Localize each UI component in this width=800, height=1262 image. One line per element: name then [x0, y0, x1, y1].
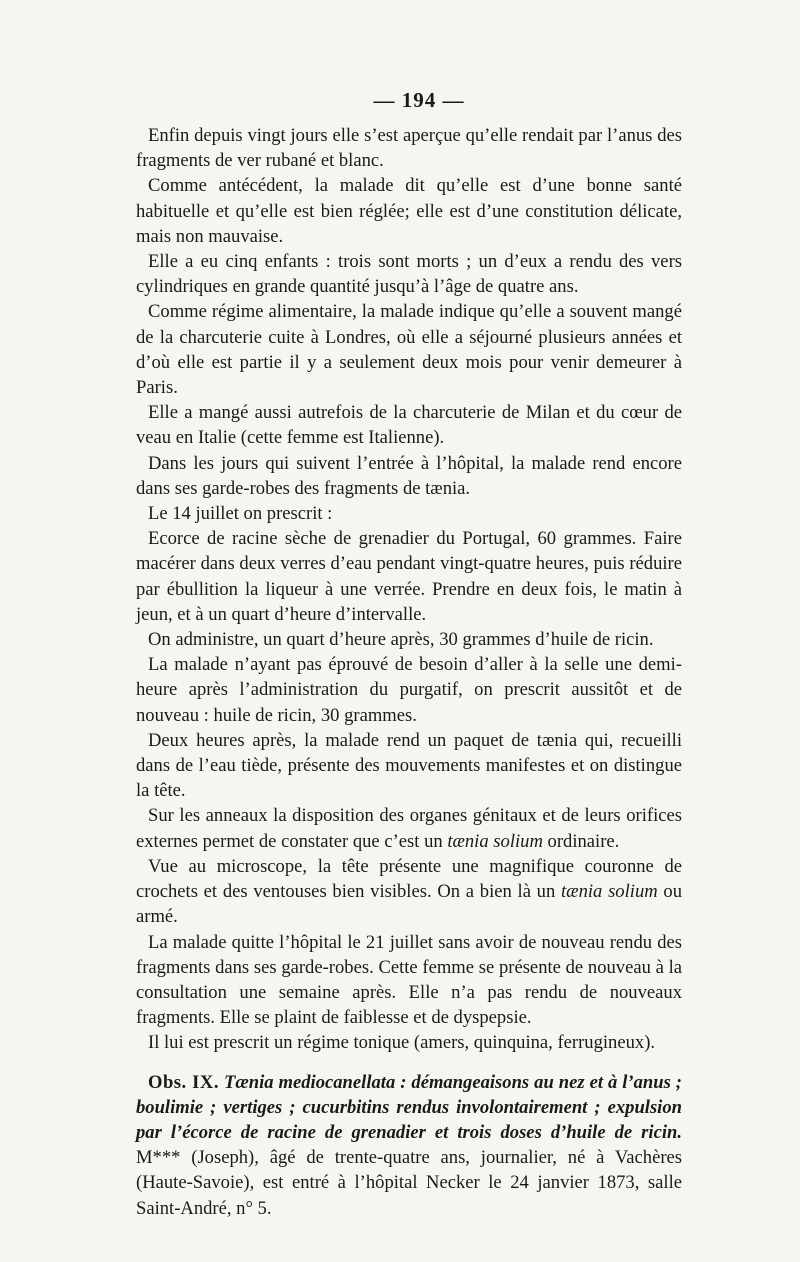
paragraph: Elle a eu cinq enfants : trois sont morts ; un d’eux a rendu des vers cylindriques en grande quantité jusqu’à l’âge de quatre ans.	[136, 251, 682, 298]
paragraph: Enfin depuis vingt jours elle s’est aperçue qu’elle rendait par l’anus des fragments de ver rubané et blanc.	[136, 125, 682, 172]
paragraph: Comme antécédent, la malade dit qu’elle est d’une bonne santé habituelle et qu’elle est bien réglée; elle est d’une constitution délicate, mais non mauvaise.	[136, 175, 682, 247]
observation-title: Tænia mediocanellata : démangeaisons au nez et à l’anus ; boulimie ; vertiges ; cucurbitins rendus involontairement ; expulsion par l’écorce de racine de grenadier et trois doses d’huile de ricin.	[136, 1071, 682, 1143]
paragraph: Il lui est prescrit un régime tonique (amers, quinquina, ferrugineux).	[148, 1032, 656, 1054]
paragraph: La malade n’ayant pas éprouvé de besoin d’aller à la selle une demi-heure après l’administration du purgatif, on prescrit aussitôt et de nouveau : huile de ricin, 30 grammes.	[136, 654, 682, 726]
species-name: tænia solium	[447, 830, 543, 852]
paragraph: La malade quitte l’hôpital le 21 juillet sans avoir de nouveau rendu des fragments dans ses garde-robes. Cette femme se présente de nouveau à la consultation une semaine après. Elle n’a pas rendu de nouveaux fragments. Elle se plaint de faiblesse et de dyspepsie.	[136, 931, 682, 1029]
paragraph	[136, 803, 682, 853]
paragraph-text: Sur les anneaux la disposition des organes génitaux et de leurs orifices externes permet de constater que c’est un	[136, 805, 682, 852]
paragraph-text: Vue au microscope, la tête présente une magnifique couronne de crochets et des ventouses bien visibles. On a bien là un	[136, 855, 682, 903]
paragraph: Comme régime alimentaire, la malade indique qu’elle a souvent mangé de la charcuterie cuite à Londres, où elle a séjourné plusieurs années et d’où elle est partie il y a seulement deux mois pour venir demeurer à Paris.	[136, 301, 682, 399]
observation-paragraph	[136, 1070, 682, 1221]
paragraph: Dans les jours qui suivent l’entrée à l’hôpital, la malade rend encore dans ses garde-robes des fragments de tænia.	[136, 452, 682, 499]
paragraph-text: ou armé.	[136, 881, 682, 928]
paragraph: Le 14 juillet on prescrit :	[148, 503, 333, 525]
paragraph: On administre, un quart d’heure après, 30 grammes d’huile de ricin.	[148, 629, 654, 651]
observation-label: Obs. IX.	[148, 1071, 219, 1093]
observation-text: M*** (Joseph), âgé de trente-quatre ans, journalier, né à Vachères (Haute-Savoie), est entré à l’hôpital Necker le 24 janvier 1873, salle Saint-André, n° 5.	[136, 1147, 682, 1219]
page-number: — 194 —	[373, 88, 465, 112]
paragraph	[136, 854, 682, 930]
prescription-paragraph: Ecorce de racine sèche de grenadier du Portugal, 60 grammes. Faire macérer dans deux verres d’eau pendant vingt-quatre heures, puis réduire par ébullition la liqueur à une verrée. Prendre en deux fois, le matin à jeun, et à un quart d’heure d’intervalle.	[136, 528, 682, 625]
paragraph: Deux heures après, la malade rend un paquet de tænia qui, recueilli dans de l’eau tiède, présente des mouvements manifestes et on distingue la tête.	[136, 729, 682, 802]
paragraph: Elle a mangé aussi autrefois de la charcuterie de Milan et du cœur de veau en Italie (cette femme est Italienne).	[136, 402, 682, 449]
species-name: tænia solium	[561, 881, 658, 903]
paragraph-text: ordinaire.	[542, 830, 620, 852]
